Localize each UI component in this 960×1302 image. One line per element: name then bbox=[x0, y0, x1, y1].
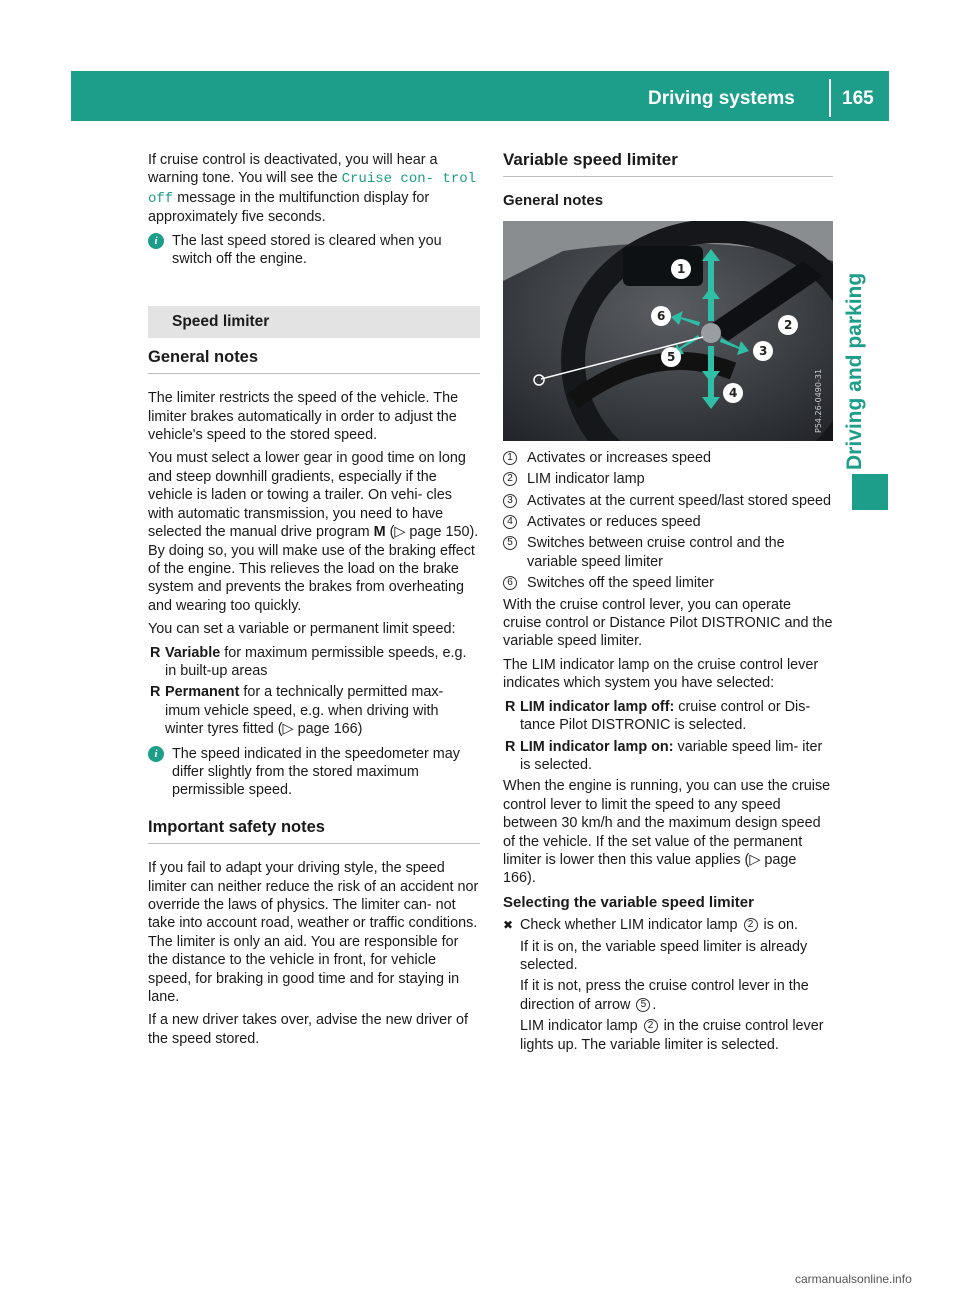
header-separator bbox=[829, 79, 831, 117]
paragraph: If a new driver takes over, advise the new driver of the speed stored. bbox=[148, 1012, 468, 1047]
section-title-speed-limiter: Speed limiter bbox=[148, 306, 480, 337]
watermark: carmanualsonline.info bbox=[795, 1272, 912, 1286]
paragraph: With the cruise control lever, you can operate cruise control or Distance Pilot DISTRONIC and the variable speed limiter. bbox=[503, 596, 833, 650]
svg-text:1: 1 bbox=[677, 261, 686, 276]
heading-safety-notes: Important safety notes bbox=[148, 818, 480, 844]
svg-text:4: 4 bbox=[729, 385, 738, 400]
intro-paragraph: If cruise control is deactivated, you will hear a warning tone. You will see the Cruise con‐ trol off message in the multifunction display for approximately five seconds. bbox=[148, 152, 477, 226]
paragraph: If you fail to adapt your driving style, the speed limiter can neither reduce the risk of an accident nor override the laws of physics. The limiter can‐ not take into account road, weather or traffic conditions. The limiter is only an aid. You are responsible for the distance to the vehicle in front, for vehicle speed, for braking in good time and for staying in lane. bbox=[148, 860, 479, 1006]
paragraph: The LIM indicator lamp on the cruise control lever indicates which system you have selected: bbox=[503, 656, 819, 692]
legend-item: 5 Switches between cruise control and the variable speed limiter bbox=[503, 534, 833, 571]
list-item: R Variable for maximum permissible speeds, e.g. in built-up areas bbox=[150, 644, 467, 679]
heading-general-notes: General notes bbox=[503, 192, 604, 210]
svg-text:5: 5 bbox=[667, 349, 676, 364]
right-column bbox=[503, 151, 833, 1057]
result-text: If it is not, press the cruise control lever in the direction of arrow 5 . bbox=[520, 978, 809, 1013]
header-title: Driving systems bbox=[648, 88, 795, 109]
paragraph: You must select a lower gear in good time on long and steep downhill gradients, especially if the vehicle is laden or towing a trailer. On vehi‐ cles with automatic transmission, you need to have selected the manual drive program M (▷ page 150). By doing so, you will make use of the braking effect of the engine. This relieves the load on the brake system and prevents the brakes from overheating and wearing too quickly. bbox=[148, 450, 479, 614]
heading-general-notes: General notes bbox=[148, 348, 480, 374]
svg-text:2: 2 bbox=[784, 317, 793, 332]
heading-variable-speed-limiter: Variable speed limiter bbox=[503, 151, 833, 177]
action-arrow-icon: ✖ bbox=[503, 918, 514, 933]
list-item: R LIM indicator lamp on: variable speed lim‐ iter is selected. bbox=[505, 738, 823, 773]
legend-item: 3 Activates at the current speed/last stored speed bbox=[503, 492, 833, 510]
legend-item: 4 Activates or reduces speed bbox=[503, 513, 833, 531]
paragraph: When the engine is running, you can use the cruise control lever to limit the speed to any speed between 30 km/h and the maximum design speed of the vehicle. If the set value of the permanent limiter is lower then this value applies (▷ page 166). bbox=[503, 778, 831, 887]
legend-item: 6 Switches off the speed limiter bbox=[503, 574, 833, 592]
heading-selecting-limiter: Selecting the variable speed limiter bbox=[503, 893, 754, 911]
list-item: R LIM indicator lamp off: cruise control or Dis‐ tance Pilot DISTRONIC is selected. bbox=[505, 698, 811, 734]
info-note: i The last speed stored is cleared when you switch off the engine. bbox=[148, 232, 480, 269]
result-text: LIM indicator lamp 2 in the cruise control lever lights up. The variable limiter is selected. bbox=[520, 1018, 824, 1053]
svg-text:3: 3 bbox=[759, 343, 768, 358]
cruise-control-lever-figure bbox=[503, 221, 833, 441]
paragraph: You can set a variable or permanent limit speed: bbox=[148, 621, 456, 638]
info-icon: i bbox=[148, 233, 164, 249]
info-note: i The speed indicated in the speedometer may differ slightly from the stored maximum permissible speed. bbox=[148, 745, 480, 800]
display-message: Cruise con‐ trol off bbox=[148, 171, 477, 207]
left-column bbox=[148, 151, 480, 1053]
steering-wheel-illustration bbox=[503, 221, 833, 441]
svg-text:6: 6 bbox=[657, 308, 666, 323]
legend-item: 1 Activates or increases speed bbox=[503, 449, 833, 467]
list-item: R Permanent for a technically permitted max‐ imum vehicle speed, e.g. when driving with winter tyres fitted (▷ page 166) bbox=[150, 684, 444, 738]
legend-item: 2 LIM indicator lamp bbox=[503, 470, 833, 488]
info-icon: i bbox=[148, 746, 164, 762]
paragraph: The limiter restricts the speed of the vehicle. The limiter brakes automatically in order to adjust the vehicle's speed to the stored speed. bbox=[148, 390, 459, 444]
figure-id: P54.26-0490-31 bbox=[814, 368, 823, 433]
page-number: 165 bbox=[842, 88, 874, 109]
action-step: ✖ Check whether LIM indicator lamp 2 is on. bbox=[503, 917, 798, 934]
result-text: If it is on, the variable speed limiter is already selected. bbox=[520, 938, 808, 973]
side-tab-marker bbox=[852, 474, 888, 510]
